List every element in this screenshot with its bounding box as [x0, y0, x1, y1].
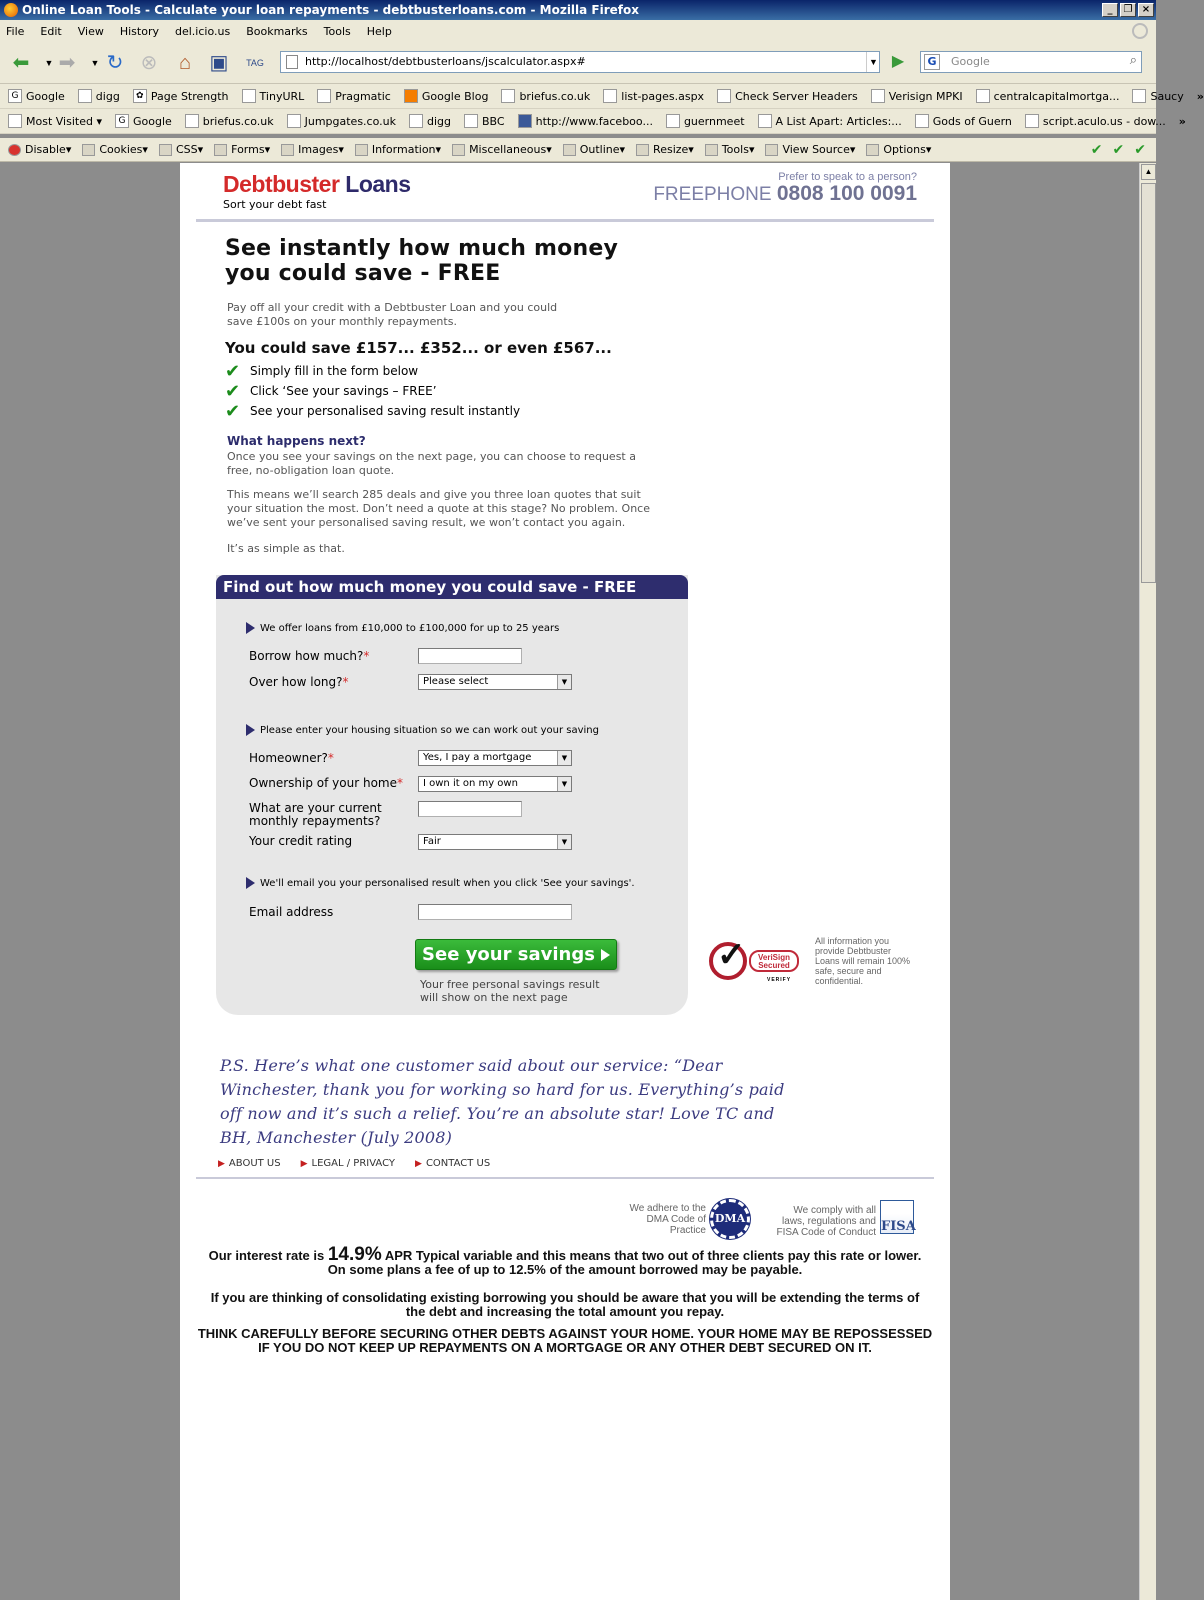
- footer-divider: [196, 1177, 934, 1179]
- verisign-verify-text: VERIFY: [767, 977, 792, 983]
- verisign-seal[interactable]: [707, 936, 803, 984]
- throbber-icon: [1132, 23, 1148, 39]
- footer-link-about[interactable]: ▶ ABOUT US: [218, 1158, 281, 1169]
- bookmark-label: briefus.co.uk: [519, 89, 591, 103]
- webdev-label: Cookies: [99, 143, 143, 156]
- bookmark-label: Google: [132, 114, 172, 128]
- verisign-badge: VeriSign Secured: [749, 950, 799, 972]
- credit-rating-select[interactable]: [418, 834, 572, 850]
- html-valid-icon[interactable]: ✔: [1134, 141, 1146, 158]
- webdev-label: Miscellaneous: [469, 143, 547, 156]
- freephone-label: FREEPHONE: [653, 184, 777, 205]
- apr-value: 14.9%: [327, 1244, 382, 1265]
- restore-button[interactable]: ❐: [1120, 3, 1136, 17]
- most-visited-icon: [8, 114, 22, 128]
- bookmark-label: Verisign MPKI: [888, 89, 963, 103]
- logo-loans: Loans: [339, 171, 411, 197]
- css-icon: [159, 144, 172, 156]
- check-icon: ✔: [225, 360, 241, 382]
- freephone-box: [653, 171, 917, 206]
- url-dropdown-icon[interactable]: ▼: [866, 52, 880, 72]
- list-item: [225, 381, 520, 401]
- url-text: http://localhost/debtbusterloans/jscalculator.aspx#: [305, 55, 586, 68]
- back-icon[interactable]: ⬅: [12, 52, 30, 74]
- bookmark-page-strength[interactable]: [133, 89, 229, 103]
- webdev-view-source[interactable]: View Source ▾: [765, 143, 855, 156]
- screen-icon[interactable]: ▣: [209, 52, 229, 74]
- dma-logo: DMA: [710, 1199, 750, 1239]
- bookmark-label: Most Visited: [26, 114, 93, 128]
- check-icon: ✔: [225, 380, 241, 402]
- bookmark-label: Google: [26, 89, 65, 103]
- page-icon: [286, 55, 298, 69]
- window-title: Online Loan Tools - Calculate your loan repayments - debtbusterloans.com - Mozilla Firefox: [22, 3, 640, 17]
- next-paragraph-2: This means we’ll search 285 deals and give you three loan quotes that suit your situation the most. Don’t need a quote at this stage? No problem. Once we’ve sent your personalised saving result, we won’t contact you again.: [227, 488, 651, 529]
- search-input[interactable]: [920, 51, 1142, 73]
- scroll-thumb[interactable]: [1141, 183, 1156, 583]
- next-paragraph-1: Once you see your savings on the next page, you can choose to request a free, no-obligation loan quote.: [227, 450, 636, 477]
- bookmark-saucy[interactable]: [1132, 89, 1183, 103]
- page-strength-icon: ✿: [133, 89, 147, 103]
- miscellaneous-icon: [452, 144, 465, 156]
- search-icon[interactable]: ⌕: [1129, 53, 1137, 68]
- bookmark-label: script.aculo.us - dow...: [1042, 114, 1166, 128]
- digg-icon: [78, 89, 92, 103]
- bookmark-label: guernmeet: [683, 114, 745, 128]
- ownership-select[interactable]: [418, 776, 572, 792]
- view-source-icon: [765, 144, 778, 156]
- reload-icon[interactable]: ↻: [106, 52, 124, 74]
- repayments-label: What are your current monthly repayments?: [249, 801, 382, 828]
- bookmark-label: briefus.co.uk: [202, 114, 274, 128]
- bookmark-digg-2[interactable]: [409, 114, 451, 128]
- fisa-logo: FISA: [880, 1200, 914, 1234]
- bookmark-google-blog[interactable]: [404, 89, 489, 103]
- webdev-outline[interactable]: Outline ▾: [563, 143, 625, 156]
- menu-bookmarks[interactable]: Bookmarks: [246, 24, 308, 38]
- webdev-miscellaneous[interactable]: Miscellaneous ▾: [452, 143, 552, 156]
- images-icon: [281, 144, 294, 156]
- bookmark-label: Gods of Guern: [932, 114, 1012, 128]
- jumpgates-icon: [287, 114, 301, 128]
- page-icon: [871, 89, 885, 103]
- bookmark-label: BBC: [482, 114, 505, 128]
- chevron-down-icon[interactable]: ▼: [557, 675, 571, 689]
- menu-history[interactable]: History: [119, 24, 159, 38]
- monthly-repayments-input[interactable]: [418, 801, 522, 817]
- bookmark-label: http://www.faceboo...: [535, 114, 653, 128]
- bookmark-verisign-mpki[interactable]: [871, 89, 963, 103]
- arrow-right-icon: ▶: [218, 1158, 225, 1169]
- customer-testimonial: P.S. Here’s what one customer said about our service: “Dear Winchester, thank you for working so hard for us. Everything’s paid off now and it’s such a relief. You’re an absolute star! Love TC and BH, Manchester (July 2008): [220, 1056, 785, 1147]
- triangle-bullet-icon: [246, 724, 255, 736]
- more-bookmarks-icon-2[interactable]: »: [1178, 114, 1186, 128]
- headline-line-1: See instantly how much money: [225, 236, 618, 261]
- bbc-icon: [464, 114, 478, 128]
- bookmark-centralcapital[interactable]: [976, 89, 1120, 103]
- webdev-label: Tools: [721, 143, 749, 156]
- term-select[interactable]: [418, 674, 572, 690]
- chevron-down-icon[interactable]: ▼: [557, 751, 571, 765]
- css-valid-icon[interactable]: ✔: [1090, 141, 1103, 158]
- webdev-forms[interactable]: Forms ▾: [214, 143, 270, 156]
- minimize-button[interactable]: _: [1102, 3, 1118, 17]
- webdev-css[interactable]: CSS ▾: [159, 143, 203, 156]
- verisign-check-icon: ✓: [717, 936, 746, 974]
- bookmark-scriptaculous[interactable]: [1025, 114, 1166, 128]
- note-text: We offer loans from £10,000 to £100,000 for up to 25 years: [260, 622, 560, 634]
- pragmatic-icon: [317, 89, 331, 103]
- intro-paragraph: Pay off all your credit with a Debtbuster Loan and you could save £100s on your monthly repayments.: [227, 301, 558, 328]
- bookmark-google-2[interactable]: [115, 114, 172, 128]
- credit-rating-value: Fair: [423, 836, 441, 847]
- back-dropdown-icon[interactable]: ▼: [44, 58, 54, 68]
- interest-rate-notice: Our interest rate is 14.9% APR Typical variable and this means that two out of three clients pay this rate or lower. On some plans a fee of up to 12.5% of the amount borrowed may be payable.: [196, 1248, 934, 1277]
- check-icon: ✔: [225, 400, 241, 422]
- logo-tagline: Sort your debt fast: [223, 198, 327, 211]
- bookmark-label: Saucy: [1150, 89, 1184, 103]
- submit-label: See your savings: [422, 944, 595, 965]
- navigation-toolbar: [0, 42, 1156, 84]
- homeowner-select-value: Yes, I pay a mortgage: [423, 752, 532, 763]
- web-page: [180, 163, 950, 1600]
- stop-icon[interactable]: ⊗: [140, 52, 158, 74]
- bookmark-briefus-2[interactable]: [185, 114, 274, 128]
- webdev-label: Images: [298, 143, 339, 156]
- page-icon: [976, 89, 990, 103]
- arrow-right-icon: ▶: [415, 1158, 422, 1169]
- briefus-icon: [185, 114, 199, 128]
- bookmark-a-list-apart[interactable]: [758, 114, 902, 128]
- step-text: Click ‘See your savings – FREE’: [250, 384, 437, 398]
- term-label: Over how long?*: [249, 675, 349, 689]
- webdev-resize[interactable]: Resize ▾: [636, 143, 694, 156]
- forward-icon[interactable]: ➡: [58, 52, 76, 74]
- site-logo[interactable]: [223, 171, 411, 211]
- forward-dropdown-icon[interactable]: ▼: [90, 58, 100, 68]
- ownership-select-value: I own it on my own: [423, 778, 518, 789]
- email-note: [246, 877, 635, 889]
- form-title: Find out how much money you could save - FREE: [216, 575, 688, 599]
- see-your-savings-button[interactable]: [415, 939, 617, 970]
- footer-link-contact[interactable]: ▶ CONTACT US: [415, 1158, 491, 1169]
- webdev-label: View Source: [782, 143, 850, 156]
- chevron-down-icon[interactable]: ▼: [557, 835, 571, 849]
- security-note: All information you provide Debtbuster Loans will remain 100% safe, secure and confidential.: [815, 936, 911, 986]
- resize-icon: [636, 144, 649, 156]
- google-icon: G: [8, 89, 22, 103]
- webdev-label: Forms: [231, 143, 265, 156]
- arrow-right-icon: ▶: [300, 1158, 308, 1169]
- bookmarks-toolbar: [0, 84, 1204, 109]
- blogger-icon: [404, 89, 418, 103]
- a-list-apart-icon: [758, 114, 772, 128]
- homeowner-select[interactable]: [418, 750, 572, 766]
- bookmark-digg[interactable]: [78, 89, 120, 103]
- note-text: We'll email you your personalised result when you click 'See your savings'.: [260, 877, 635, 889]
- fee-line: On some plans a fee of up to 12.5% of the amount borrowed may be payable.: [327, 1262, 803, 1277]
- bookmark-label: digg: [426, 114, 451, 128]
- bookmark-label: Pragmatic: [335, 89, 391, 103]
- step-text: Simply fill in the form below: [250, 364, 419, 378]
- digg-icon: [409, 114, 423, 128]
- bookmark-pragmatic[interactable]: [317, 89, 391, 103]
- window-titlebar: [0, 0, 1156, 20]
- briefus-icon: [501, 89, 515, 103]
- webdev-label: Options: [883, 143, 926, 156]
- webdev-tools[interactable]: Tools ▾: [705, 143, 755, 156]
- disable-icon: [8, 144, 21, 156]
- triangle-bullet-icon: [246, 622, 255, 634]
- forms-icon: [214, 144, 227, 156]
- scroll-up-icon[interactable]: ▲: [1141, 164, 1156, 180]
- email-label: Email address: [249, 905, 334, 919]
- search-placeholder: Google: [951, 55, 990, 68]
- bookmark-jumpgates[interactable]: [287, 114, 396, 128]
- housing-note: [246, 724, 599, 736]
- facebook-icon: [518, 114, 532, 128]
- bookmark-bbc[interactable]: [464, 114, 505, 128]
- step-text: See your personalised saving result instantly: [250, 404, 521, 418]
- webdev-label: CSS: [175, 143, 198, 156]
- footer-link-legal[interactable]: ▶ LEGAL / PRIVACY: [300, 1158, 396, 1169]
- bookmark-check-server-headers[interactable]: [717, 89, 858, 103]
- headline-line-2: you could save - FREE: [225, 261, 501, 286]
- tinyurl-icon: [242, 89, 256, 103]
- phone-prefer-text: Prefer to speak to a person?: [778, 171, 917, 183]
- list-item: [225, 401, 520, 421]
- vertical-scrollbar[interactable]: [1139, 163, 1156, 1600]
- menu-view[interactable]: View: [77, 24, 104, 38]
- credit-rating-label: Your credit rating: [249, 834, 353, 848]
- page-icon: [603, 89, 617, 103]
- address-bar[interactable]: [280, 51, 880, 73]
- gods-of-guern-icon: [915, 114, 929, 128]
- bookmarks-toolbar-2: [0, 109, 1186, 134]
- savings-form: [216, 575, 688, 1015]
- js-valid-icon[interactable]: ✔: [1112, 141, 1125, 158]
- outline-icon: [563, 144, 576, 156]
- bookmark-google[interactable]: [8, 89, 65, 103]
- menu-file[interactable]: File: [6, 24, 25, 38]
- bookmark-label: digg: [95, 89, 120, 103]
- fisa-text: We comply with all laws, regulations and FISA Code of Conduct: [776, 1205, 876, 1238]
- repossession-warning: THINK CAREFULLY BEFORE SECURING OTHER DEBTS AGAINST YOUR HOME. YOUR HOME MAY BE REPOSSESSED IF YOU DO NOT KEEP UP REPAYMENTS ON A MORTGAGE OR ANY OTHER DEBT SECURED ON IT.: [197, 1326, 933, 1355]
- webdev-label: Information: [371, 143, 436, 156]
- page-icon: [717, 89, 731, 103]
- cookies-icon: [82, 144, 95, 156]
- go-icon[interactable]: ▶: [891, 53, 905, 70]
- bookmark-label: Check Server Headers: [735, 89, 858, 103]
- dma-text: We adhere to the DMA Code of Practice: [629, 1203, 706, 1236]
- bookmark-tinyurl[interactable]: [242, 89, 305, 103]
- next-paragraph-3: It’s as simple as that.: [227, 542, 345, 555]
- webdev-options[interactable]: Options ▾: [866, 143, 931, 156]
- bookmark-facebook[interactable]: [518, 114, 653, 128]
- page-icon: [1132, 89, 1146, 103]
- bookmark-label: TinyURL: [259, 89, 305, 103]
- bookmark-list-pages[interactable]: [603, 89, 704, 103]
- webdev-disable[interactable]: Disable ▾: [8, 143, 71, 156]
- home-icon[interactable]: ⌂: [178, 52, 192, 74]
- menu-edit[interactable]: Edit: [40, 24, 62, 38]
- bookmark-gods-of-guern[interactable]: [915, 114, 1012, 128]
- scriptaculous-icon: [1025, 114, 1039, 128]
- chevron-down-icon[interactable]: ▼: [557, 777, 571, 791]
- menu-bar: [0, 20, 1156, 42]
- information-icon: [355, 144, 368, 156]
- webdev-label: Disable: [25, 143, 66, 156]
- email-input[interactable]: [418, 904, 572, 920]
- submit-note: Your free personal savings result will show on the next page: [420, 978, 600, 1004]
- ownership-label: Ownership of your home*: [249, 776, 404, 790]
- more-bookmarks-icon[interactable]: »: [1196, 89, 1204, 103]
- bookmark-briefus[interactable]: [501, 89, 590, 103]
- loans-note: [246, 622, 559, 634]
- homeowner-label: Homeowner?*: [249, 751, 334, 765]
- web-developer-toolbar: [0, 138, 1156, 162]
- page-icon: [666, 114, 680, 128]
- menu-delicious[interactable]: del.icio.us: [174, 24, 231, 38]
- bookmark-label: A List Apart: Articles:...: [775, 114, 902, 128]
- triangle-bullet-icon: [246, 877, 255, 889]
- webdev-cookies[interactable]: Cookies ▾: [82, 143, 148, 156]
- what-happens-next-heading: What happens next?: [227, 434, 366, 448]
- steps-list: [225, 361, 520, 421]
- google-engine-icon[interactable]: G: [924, 54, 940, 70]
- bookmark-label: list-pages.aspx: [621, 89, 705, 103]
- header-divider: [196, 219, 934, 222]
- webdev-information[interactable]: Information ▾: [355, 143, 441, 156]
- menu-tools[interactable]: Tools: [323, 24, 351, 38]
- options-icon: [866, 144, 879, 156]
- term-select-value: Please select: [423, 676, 489, 687]
- google-icon: G: [115, 114, 129, 128]
- bookmark-label: Jumpgates.co.uk: [304, 114, 396, 128]
- borrow-amount-input[interactable]: [418, 648, 522, 664]
- close-window-button[interactable]: ×: [1138, 3, 1154, 17]
- bookmark-label: centralcapitalmortga...: [993, 89, 1120, 103]
- bookmark-label: Page Strength: [150, 89, 229, 103]
- firefox-icon: [4, 3, 18, 17]
- list-item: [225, 361, 520, 381]
- phone-number: 0808 100 0091: [776, 182, 917, 205]
- bookmark-label: Google Blog: [421, 89, 489, 103]
- note-text: Please enter your housing situation so we can work out your saving: [260, 724, 599, 736]
- tools-icon: [705, 144, 718, 156]
- bookmark-guernmeet[interactable]: [666, 114, 745, 128]
- webdev-label: Outline: [579, 143, 620, 156]
- play-arrow-icon: [601, 949, 610, 961]
- logo-debtbuster: Debtbuster: [223, 171, 340, 197]
- webdev-label: Resize: [653, 143, 689, 156]
- borrow-label: Borrow how much?*: [249, 649, 370, 663]
- webdev-images[interactable]: Images ▾: [281, 143, 344, 156]
- footer-links: [218, 1158, 510, 1169]
- savings-headline: You could save £157... £352... or even £567...: [225, 339, 612, 357]
- menu-help[interactable]: Help: [366, 24, 392, 38]
- tag-icon[interactable]: TAG: [246, 58, 264, 68]
- page-headline: [225, 236, 618, 286]
- consolidation-notice: If you are thinking of consolidating existing borrowing you should be aware that you will be extending the terms of the debt and increasing the total amount you repay.: [210, 1290, 920, 1319]
- bookmark-most-visited[interactable]: Most Visited ▾: [8, 114, 102, 128]
